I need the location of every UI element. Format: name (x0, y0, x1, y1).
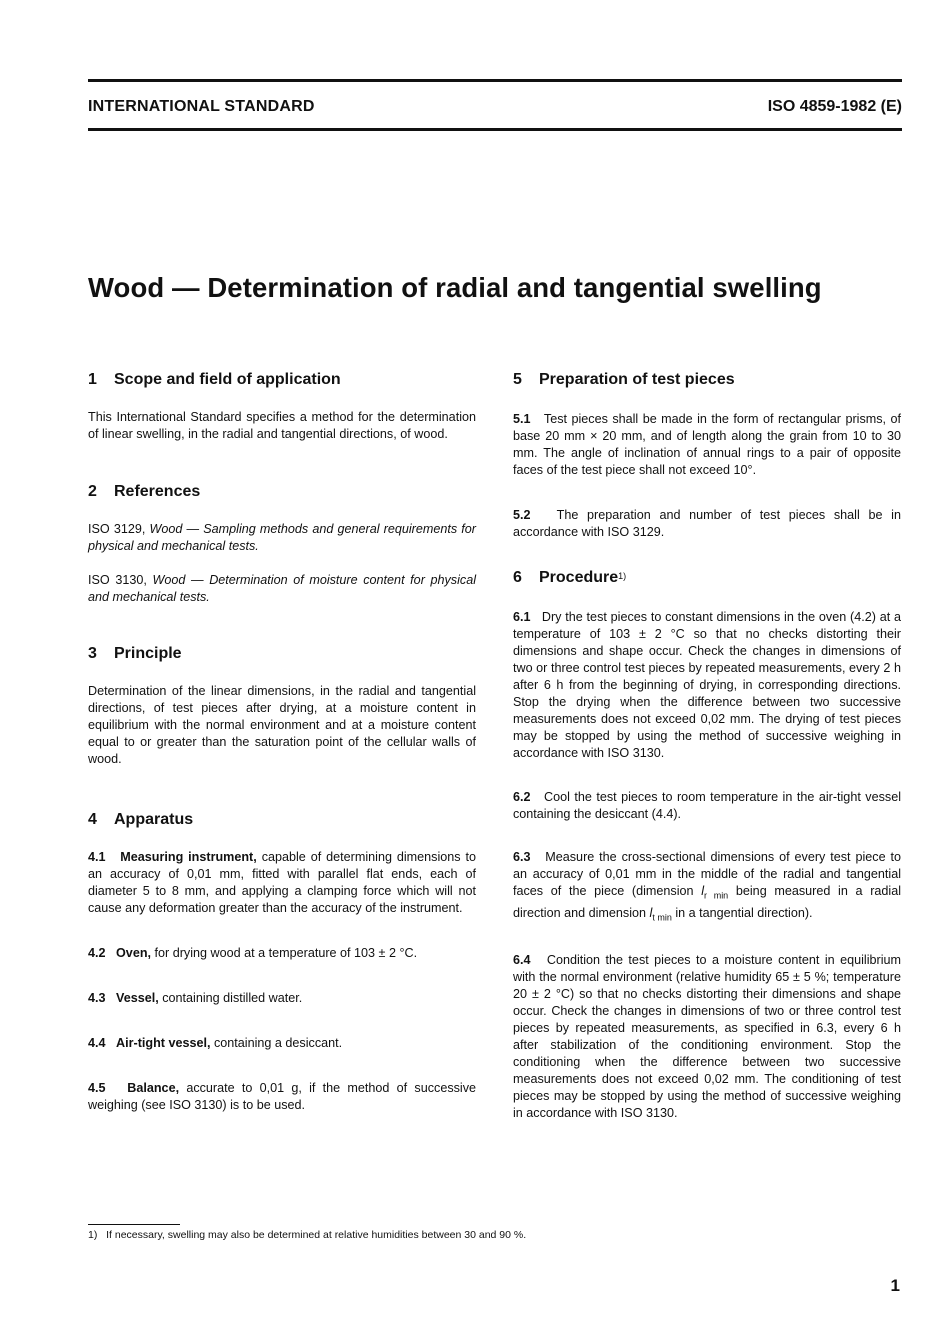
section-heading-2: 2 References (88, 483, 201, 500)
reference-1: ISO 3129, Wood — Sampling methods and general requirements for physical and mechanical tests. (88, 522, 476, 553)
reference-2: ISO 3130, Wood — Determination of moisture content for physical and mechanical tests. (88, 573, 477, 604)
scope-text: This International Standard specifies a method for the determination of linear swelling, in the radial and tangential directions, of wood. (88, 410, 476, 441)
section-heading-1: 1 Scope and field of application (88, 371, 341, 388)
footnote-rule (88, 1224, 180, 1225)
header-top-rule (88, 79, 902, 82)
section-heading-5: 5 Preparation of test pieces (513, 371, 735, 388)
section-heading-3: 3 Principle (88, 645, 182, 662)
footnote: 1) If necessary, swelling may also be determined at relative humidities between 30 and 90 %. (88, 1229, 527, 1241)
clause-4-5: 4.5 Balance, accurate to 0,01 g, if the method of successive weighing (see ISO 3130) is to be used. (88, 1081, 477, 1112)
clause-4-3: 4.3 Vessel, containing distilled water. (88, 991, 303, 1005)
clause-4-4: 4.4 Air-tight vessel, containing a desiccant. (88, 1036, 343, 1050)
section-heading-6: 6 Procedure$^{1)}$ (513, 569, 627, 586)
principle-text: Determination of the linear dimensions, in the radial and tangential directions, of test pieces after drying, at a moisture content in equilibrium with the normal environment and at a moisture content equal to or greater than the saturation point of the cellular walls of wood. (88, 684, 476, 766)
page-title: Wood — Determination of radial and tangential swelling (88, 272, 822, 303)
clause-6-2: 6.2 Cool the test pieces to room temperature in the air-tight vessel containing the desiccant (4.4). (513, 790, 901, 821)
clause-5-1: 5.1 Test pieces shall be made in the form of rectangular prisms, of base 20 mm × 20 mm, and of length along the grain from 10 to 30 mm. The angle of inclination of annual rings to a pair of opposite faces of the test piece shall not exceed 10°. (513, 412, 901, 477)
left-column (88, 368, 476, 1114)
page-number: 1 (890, 1276, 900, 1295)
document-type: INTERNATIONAL STANDARD (88, 98, 315, 115)
header-bottom-rule (88, 128, 902, 131)
section-heading-4: 4 Apparatus (88, 811, 194, 828)
standard-number: ISO 4859-1982 (E) (767, 98, 902, 115)
clause-6-1: 6.1 Dry the test pieces to constant dimensions in the oven (4.2) at a temperature of 103 ± 2 °C so that no checks distorting their dimensions and shape occur. Check the changes in dimensions of two or three control test pieces by repeated measurements, every 2 h after 6 h from the beginning of drying, in corresponding directions. Stop the drying when the difference between two successive measurements does not exceed 0,02 mm. The drying of test pieces may be stopped by using the method of successive weighing in accordance with ISO 3130. (513, 610, 901, 760)
clause-6-3: 6.3 Measure the cross-sectional dimensions of every test piece to an accuracy of 0,01 mm in the middle of the radial and tangential faces of the piece (dimension $l_{r min}$ being measured in a radial direction and dimension $l_{t min}$ in a tangential direction). (513, 850, 902, 923)
footnote-ref: 1) (618, 571, 627, 581)
clause-4-2: 4.2 Oven, for drying wood at a temperature of 103 ± 2 °C. (88, 946, 418, 960)
clause-5-2: 5.2 The preparation and number of test pieces shall be in accordance with ISO 3129. (513, 508, 901, 539)
clause-4-1: 4.1 Measuring instrument, capable of determining dimensions to an accuracy of 0,01 mm, fitted with parallel flat ends, each of diameter 5 to 8 mm, and applying a clamping force which will not cause any deformation greater than the accuracy of the instrument. (88, 850, 476, 915)
right-column (513, 368, 901, 1122)
clause-6-4: 6.4 Condition the test pieces to a moisture content in equilibrium with the normal environment (relative humidity 65 ± 5 %; temperature 20 ± 2 °C) so that no checks distorting their dimensions and shape occur. Check the changes in dimensions of two or three control test pieces by repeated measurements, as specified in 6.3, every 6 h after stabilization of the conditioning environment. Stop the conditioning when the difference between two successive measurements does not exceed 0,02 mm. The conditioning of test pieces may be stopped by using the method of successive weighing in accordance with ISO 3130. (513, 953, 902, 1121)
